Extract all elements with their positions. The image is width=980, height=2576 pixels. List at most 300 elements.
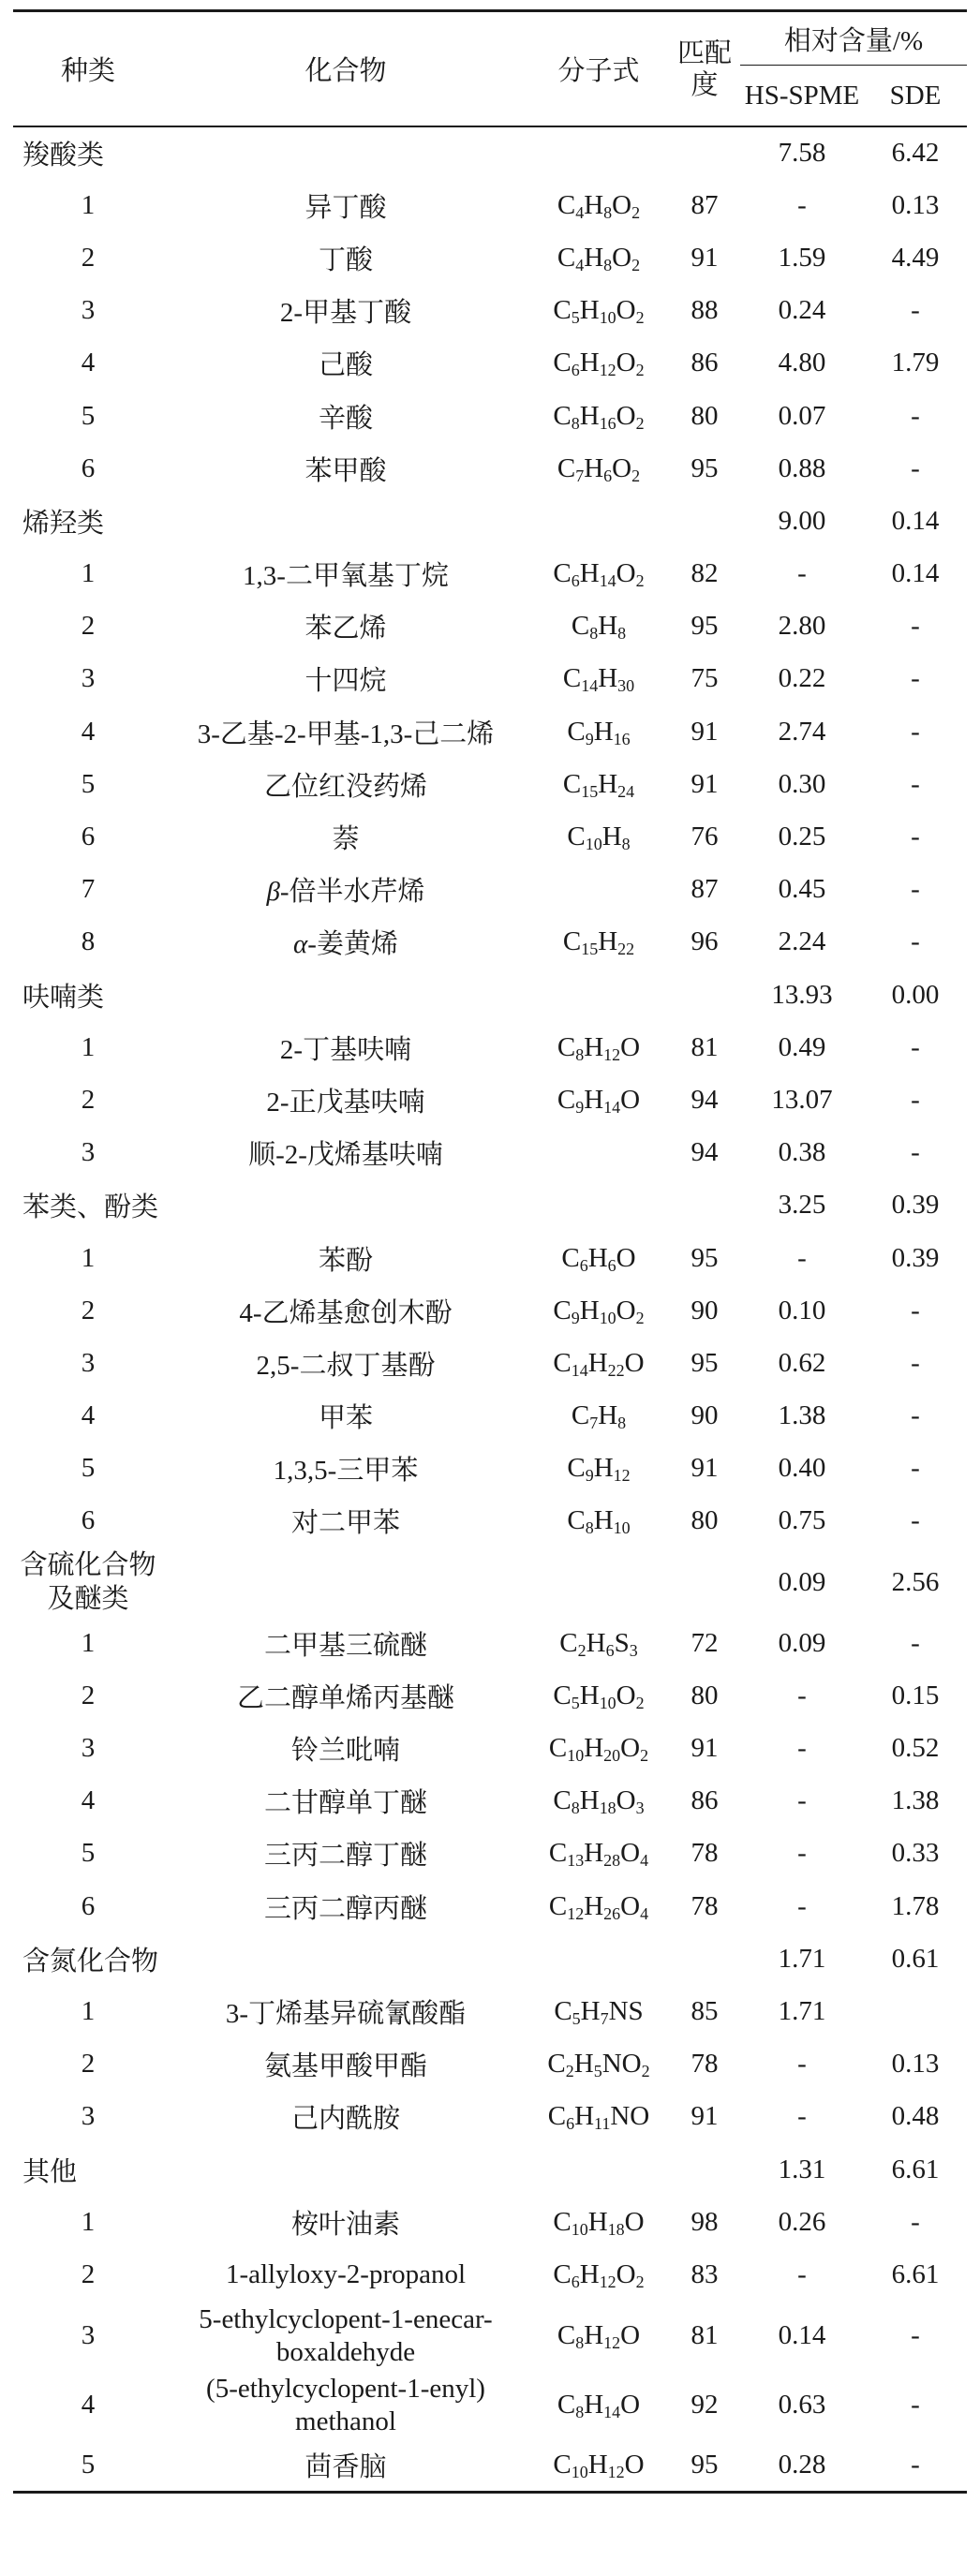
empty-cell <box>669 1179 740 1232</box>
hs-spme-value: - <box>797 2049 807 2080</box>
molecular-formula: $C_2H_5NO_2$ <box>547 2049 650 2081</box>
hs-spme-value: 0.22 <box>778 663 826 694</box>
row-number: 5 <box>13 2440 163 2493</box>
sde-value: - <box>911 1400 920 1431</box>
sde-value: 0.33 <box>891 1838 940 1869</box>
compound-name: 2-正戊基呋喃 <box>266 1087 425 1118</box>
table-row <box>13 2302 967 2371</box>
table-row <box>13 916 967 969</box>
group-name: 含氮化合物 <box>22 1946 159 1976</box>
group-name: 其他 <box>22 2156 78 2187</box>
compound-name: 己内酰胺 <box>290 2104 400 2135</box>
table-row <box>13 2248 967 2301</box>
molecular-formula: $C_5H_{10}O_2$ <box>553 295 645 328</box>
match-score: 91 <box>690 1453 719 1484</box>
match-score: 78 <box>690 1838 719 1869</box>
row-number: 4 <box>81 1785 96 1816</box>
row-number: 1 <box>81 558 96 589</box>
molecular-formula <box>528 1127 669 1179</box>
sde-value: - <box>911 1295 920 1325</box>
table-row <box>13 2196 967 2248</box>
match-score: 80 <box>690 400 719 431</box>
molecular-formula: $C_7H_8$ <box>571 1400 627 1433</box>
molecular-formula: $C_{15}H_{24}$ <box>562 768 635 801</box>
compound-name: 丁酸 <box>318 244 373 275</box>
table-row <box>13 285 967 337</box>
molecular-formula: $C_{10}H_{12}O$ <box>528 2440 669 2493</box>
match-score: 87 <box>690 874 719 905</box>
molecular-formula: $C_6H_{14}O_2$ <box>553 558 645 591</box>
molecular-formula: $C_9H_{14}O$ <box>557 1084 641 1117</box>
hs-spme-value: 0.38 <box>778 1137 826 1168</box>
row-number: 7 <box>81 874 96 905</box>
empty-cell <box>528 495 669 547</box>
empty-cell <box>669 2143 740 2196</box>
table-row <box>13 337 967 390</box>
hs-spme-value: - <box>797 1890 807 1921</box>
molecular-formula: $C_8H_{12}O$ <box>557 1031 641 1064</box>
hs-spme-value: 0.07 <box>778 400 826 431</box>
table-row <box>13 1722 967 1774</box>
table-row <box>13 548 967 600</box>
group-hs-total: 13.93 <box>771 979 833 1010</box>
row-number: 2 <box>81 1084 96 1115</box>
compound-name: 二甘醇单丁醚 <box>263 1788 427 1819</box>
row-number: 1 <box>81 189 96 220</box>
row-number: 8 <box>81 926 96 957</box>
row-number: 6 <box>81 822 96 852</box>
molecular-formula: $C_6H_{12}O_2$ <box>553 2258 645 2291</box>
table-row <box>13 1390 967 1443</box>
sde-value: - <box>911 1453 920 1484</box>
sde-value: 1.79 <box>891 348 940 378</box>
compound-table <box>13 9 967 2494</box>
table-row <box>13 231 967 284</box>
match-score: 72 <box>690 1627 719 1658</box>
molecular-formula: $C_2H_6S_3$ <box>559 1627 638 1660</box>
molecular-formula: $C_4H_8O_2$ <box>557 242 641 274</box>
compound-name: 顺-2-戊烯基呋喃 <box>248 1140 443 1171</box>
row-number: 1 <box>81 1995 96 2026</box>
table-row <box>13 1775 967 1828</box>
sde-value: - <box>911 663 920 694</box>
match-score: 91 <box>690 768 719 799</box>
sde-value: - <box>911 1031 920 1062</box>
header-relative: 相对含量/% <box>740 11 967 66</box>
group-name: 羧酸类 <box>22 141 105 171</box>
compound-name: 2-甲基丁酸 <box>279 298 412 329</box>
match-score: 94 <box>690 1084 719 1115</box>
hs-spme-value: 2.74 <box>778 716 826 747</box>
group-row <box>13 1932 967 1985</box>
molecular-formula: $C_8H_{18}O_3$ <box>553 1785 645 1818</box>
group-hs-total: 1.71 <box>778 1943 826 1974</box>
sde-value: 1.78 <box>891 1890 940 1921</box>
hs-spme-value: 0.28 <box>740 2440 864 2493</box>
compound-name: 乙位红没药烯 <box>263 771 427 802</box>
match-score: 90 <box>690 1400 719 1431</box>
hs-spme-value: 0.25 <box>778 822 826 852</box>
compound-name: 3-丁烯基异硫氰酸酯 <box>225 1998 467 2029</box>
molecular-formula: $C_{14}H_{22}O$ <box>553 1347 645 1380</box>
group-row <box>13 1547 967 1617</box>
empty-cell <box>163 1547 528 1617</box>
table-row <box>13 1021 967 1073</box>
match-score: 92 <box>690 2390 719 2420</box>
hs-spme-value: - <box>797 2101 807 2132</box>
match-score: 95 <box>690 1347 719 1378</box>
table-row <box>13 1073 967 1126</box>
match-score: 85 <box>690 1995 719 2026</box>
empty-cell <box>669 126 740 179</box>
match-score: 86 <box>690 1785 719 1816</box>
sde-value: - <box>911 2206 920 2237</box>
group-hs-total: 3.25 <box>778 1190 826 1221</box>
molecular-formula: $C_8H_{16}O_2$ <box>553 400 645 433</box>
compound-name: 5-ethylcyclopent-1-enecar- boxaldehyde <box>199 2303 493 2367</box>
match-score: 95 <box>669 2440 740 2493</box>
sde-value: - <box>911 1627 920 1658</box>
table-row <box>13 1127 967 1179</box>
row-number: 2 <box>81 242 96 273</box>
sde-value: 0.39 <box>891 1242 940 1273</box>
hs-spme-value: - <box>797 1733 807 1764</box>
hs-spme-value: 0.88 <box>778 452 826 483</box>
row-number: 1 <box>81 1627 96 1658</box>
hs-spme-value: 13.07 <box>771 1084 833 1115</box>
molecular-formula: $C_8H_8$ <box>571 611 627 644</box>
hs-spme-value: 2.24 <box>778 926 826 957</box>
compound-name: 1,3-二甲氧基丁烷 <box>243 561 449 592</box>
match-score: 91 <box>690 2101 719 2132</box>
table-row <box>13 1337 967 1389</box>
table-body <box>13 126 967 2493</box>
table-row <box>13 2038 967 2091</box>
group-hs-total: 1.31 <box>778 2154 826 2184</box>
hs-spme-value: - <box>797 1838 807 1869</box>
table-row <box>13 179 967 231</box>
table-row <box>13 1880 967 1932</box>
group-row <box>13 2143 967 2196</box>
hs-spme-value: 0.45 <box>778 874 826 905</box>
row-number: 1 <box>81 1031 96 1062</box>
molecular-formula: $C_9H_{12}$ <box>567 1453 631 1486</box>
table-row <box>13 600 967 653</box>
compound-name: 己酸 <box>318 350 373 381</box>
compound-name: 乙二醇单烯丙基醚 <box>236 1682 454 1713</box>
match-score: 96 <box>690 926 719 957</box>
hs-spme-value: - <box>797 1680 807 1710</box>
header-hs-spme: HS-SPME <box>740 66 864 127</box>
match-score: 78 <box>690 1890 719 1921</box>
molecular-formula: $C_6H_6O$ <box>561 1242 636 1275</box>
compound-name: 氨基甲酸甲酯 <box>263 2051 427 2082</box>
sde-value <box>864 1985 967 2037</box>
table-row <box>13 2440 967 2493</box>
table-row <box>13 1284 967 1337</box>
match-score: 91 <box>690 1733 719 1764</box>
row-number: 2 <box>81 1680 96 1710</box>
sde-value: - <box>911 1137 920 1168</box>
empty-cell <box>528 1547 669 1617</box>
sde-value: - <box>911 2390 920 2420</box>
header-class: 种类 <box>13 11 163 127</box>
compound-name: 2,5-二叔丁基酚 <box>256 1350 436 1381</box>
molecular-formula: $C_7H_6O_2$ <box>557 452 641 485</box>
sde-value: 0.13 <box>891 189 940 220</box>
empty-cell <box>528 1179 669 1232</box>
molecular-formula: $C_4H_8O_2$ <box>557 189 641 222</box>
row-number: 6 <box>81 1890 96 1921</box>
compound-name: 茴香脑 <box>163 2440 528 2493</box>
sde-value: - <box>911 768 920 799</box>
hs-spme-value: 1.59 <box>778 242 826 273</box>
molecular-formula: $C_9H_{16}$ <box>567 716 631 748</box>
table-row <box>13 864 967 916</box>
row-number: 1 <box>81 1242 96 1273</box>
hs-spme-value: 0.49 <box>778 1031 826 1062</box>
compound-name: 4-乙烯基愈创木酚 <box>239 1297 453 1328</box>
hs-spme-value: 0.30 <box>778 768 826 799</box>
compound-name: 桉叶油素 <box>290 2209 400 2240</box>
header-match-text: 匹配度 <box>676 37 732 100</box>
hs-spme-value: 2.80 <box>778 611 826 642</box>
row-number: 5 <box>81 768 96 799</box>
sde-value: - <box>911 822 920 852</box>
compound-name: 对二甲苯 <box>290 1508 400 1539</box>
row-number: 5 <box>81 1453 96 1484</box>
header-formula: 分子式 <box>528 11 669 127</box>
hs-spme-value: - <box>797 1785 807 1816</box>
match-score: 75 <box>690 663 719 694</box>
group-row <box>13 126 967 179</box>
empty-cell <box>528 2143 669 2196</box>
header-sde: SDE <box>864 66 967 127</box>
match-score: 91 <box>690 716 719 747</box>
hs-spme-value: 0.10 <box>778 1295 826 1325</box>
compound-name: 三丙二醇丁醚 <box>263 1841 427 1872</box>
row-number: 2 <box>81 2049 96 2080</box>
match-score: 95 <box>690 1242 719 1273</box>
compound-name: (5-ethylcyclopent-1-enyl) methanol <box>206 2373 485 2436</box>
match-score: 80 <box>690 1680 719 1710</box>
molecular-formula: $C_8H_{12}O$ <box>557 2320 641 2353</box>
table-row <box>13 1828 967 1880</box>
hs-spme-value: 0.62 <box>778 1347 826 1378</box>
molecular-formula: $C_{10}H_{18}O$ <box>553 2206 645 2239</box>
sde-value: - <box>911 611 920 642</box>
table-row <box>13 653 967 705</box>
group-sde-total: 6.61 <box>891 2154 940 2184</box>
match-score: 95 <box>690 452 719 483</box>
sde-value: - <box>911 1347 920 1378</box>
match-score: 98 <box>690 2206 719 2237</box>
row-number: 3 <box>81 663 96 694</box>
row-number: 6 <box>81 452 96 483</box>
sde-value: - <box>911 926 920 957</box>
group-sde-total: 0.61 <box>891 1943 940 1974</box>
sde-value: 0.48 <box>891 2101 940 2132</box>
header-compound: 化合物 <box>163 11 528 127</box>
row-number: 2 <box>81 1295 96 1325</box>
table-row <box>13 1495 967 1547</box>
group-sde-total: 0.14 <box>891 505 940 536</box>
hs-spme-value: - <box>797 189 807 220</box>
sde-value: - <box>864 2440 967 2493</box>
group-hs-total: 0.09 <box>778 1566 826 1597</box>
table-row <box>13 2091 967 2143</box>
match-score: 86 <box>690 348 719 378</box>
table-row <box>13 1443 967 1495</box>
compound-name: β-倍半水芹烯 <box>266 877 425 908</box>
row-number: 3 <box>81 1137 96 1168</box>
hs-spme-value: 1.71 <box>778 1995 826 2026</box>
table-row <box>13 442 967 495</box>
hs-spme-value: - <box>797 558 807 589</box>
match-score: 76 <box>690 822 719 852</box>
molecular-formula: $C_{12}H_{26}O_4$ <box>548 1890 649 1923</box>
sde-value: - <box>911 874 920 905</box>
match-score: 94 <box>690 1137 719 1168</box>
compound-name: 1,3,5-三甲苯 <box>273 1456 419 1487</box>
compound-name: 苯乙烯 <box>304 614 387 644</box>
molecular-formula: $C_{14}H_{30}$ <box>562 663 635 696</box>
match-score: 90 <box>690 1295 719 1325</box>
group-row <box>13 1179 967 1232</box>
compound-name: 3-乙基-2-甲基-1,3-己二烯 <box>197 718 495 749</box>
sde-value: 6.61 <box>891 2258 940 2289</box>
compound-name: 1-allyloxy-2-propanol <box>225 2258 467 2289</box>
row-number: 3 <box>81 2320 96 2350</box>
table-row <box>13 1669 967 1722</box>
molecular-formula: $C_5H_{10}O_2$ <box>553 1680 645 1712</box>
sde-value: - <box>911 1084 920 1115</box>
sde-value: 0.14 <box>891 558 940 589</box>
empty-cell <box>528 969 669 1021</box>
sde-value: - <box>911 1505 920 1536</box>
row-number: 3 <box>81 2101 96 2132</box>
hs-spme-value: 1.38 <box>778 1400 826 1431</box>
molecular-formula: $C_{13}H_{28}O_4$ <box>548 1838 649 1871</box>
hs-spme-value: 0.63 <box>778 2390 826 2420</box>
molecular-formula: $C_8H_{10}$ <box>567 1505 631 1538</box>
sde-value: 0.15 <box>891 1680 940 1710</box>
group-sde-total: 2.56 <box>891 1566 940 1597</box>
hs-spme-value: 0.24 <box>778 295 826 326</box>
match-score: 95 <box>690 611 719 642</box>
match-score: 80 <box>690 1505 719 1536</box>
hs-spme-value: 0.40 <box>778 1453 826 1484</box>
table-row <box>13 810 967 863</box>
row-number: 1 <box>81 2206 96 2237</box>
empty-cell <box>669 1932 740 1985</box>
group-name-line2: 及醚类 <box>47 1584 129 1615</box>
sde-value: 4.49 <box>891 242 940 273</box>
row-number: 6 <box>81 1505 96 1536</box>
molecular-formula: $C_6H_{12}O_2$ <box>553 348 645 380</box>
molecular-formula: $C_5H_7NS$ <box>554 1995 644 2028</box>
hs-spme-value: 0.09 <box>778 1627 826 1658</box>
group-row <box>13 495 967 547</box>
row-number: 5 <box>81 400 96 431</box>
empty-cell <box>669 1547 740 1617</box>
compound-name: 辛酸 <box>318 403 373 434</box>
table-row <box>13 758 967 810</box>
molecular-formula: $C_{10}H_8$ <box>567 822 631 854</box>
match-score: 78 <box>690 2049 719 2080</box>
header-match <box>669 11 740 127</box>
table-row <box>13 705 967 758</box>
group-sde-total: 0.39 <box>891 1190 940 1221</box>
match-score: 81 <box>690 2320 719 2350</box>
row-number: 4 <box>81 348 96 378</box>
group-name-line1: 含硫化合物 <box>20 1550 156 1581</box>
table-row <box>13 1985 967 2037</box>
group-row <box>13 969 967 1021</box>
sde-value: 1.38 <box>891 1785 940 1816</box>
group-hs-total: 7.58 <box>778 138 826 169</box>
compound-name: 甲苯 <box>318 1403 373 1434</box>
compound-name: 苯酚 <box>318 1245 373 1276</box>
hs-spme-value: 0.26 <box>778 2206 826 2237</box>
molecular-formula <box>528 864 669 916</box>
row-number: 2 <box>81 611 96 642</box>
group-name <box>13 1547 163 1617</box>
row-number: 3 <box>81 1347 96 1378</box>
sde-value: - <box>911 400 920 431</box>
match-score: 88 <box>690 295 719 326</box>
row-number: 3 <box>81 1733 96 1764</box>
sde-value: - <box>911 716 920 747</box>
sde-value: - <box>911 295 920 326</box>
sde-value: 0.13 <box>891 2049 940 2080</box>
empty-cell <box>528 126 669 179</box>
match-score: 81 <box>690 1031 719 1062</box>
row-number: 4 <box>81 1400 96 1431</box>
row-number: 4 <box>81 2390 96 2420</box>
hs-spme-value: 0.14 <box>778 2320 826 2350</box>
match-score: 91 <box>690 242 719 273</box>
table-row <box>13 1232 967 1284</box>
group-hs-total: 9.00 <box>778 505 826 536</box>
group-sde-total: 6.42 <box>891 138 940 169</box>
match-score: 87 <box>690 189 719 220</box>
row-number: 3 <box>81 295 96 326</box>
molecular-formula: $C_{10}H_{20}O_2$ <box>548 1733 649 1766</box>
hs-spme-value: - <box>797 2258 807 2289</box>
compound-name: 三丙二醇丙醚 <box>263 1893 427 1924</box>
molecular-formula: $C_9H_{10}O_2$ <box>553 1295 645 1327</box>
table-row <box>13 1617 967 1669</box>
row-number: 5 <box>81 1838 96 1869</box>
empty-cell <box>528 1932 669 1985</box>
compound-name: 十四烷 <box>304 666 387 697</box>
hs-spme-value: 4.80 <box>778 348 826 378</box>
empty-cell <box>669 495 740 547</box>
sde-value: - <box>911 452 920 483</box>
compound-name: 萘 <box>332 824 360 855</box>
compound-name: 2-丁基呋喃 <box>279 1034 412 1065</box>
empty-cell <box>669 969 740 1021</box>
table-row <box>13 390 967 442</box>
compound-name: 铃兰吡喃 <box>290 1736 400 1767</box>
sde-value: 0.52 <box>891 1733 940 1764</box>
sde-value: - <box>911 2320 920 2350</box>
compound-name: 异丁酸 <box>304 192 387 223</box>
compound-name: 苯甲酸 <box>304 455 387 486</box>
table-row <box>13 2371 967 2440</box>
molecular-formula: $C_8H_{14}O$ <box>557 2390 641 2422</box>
